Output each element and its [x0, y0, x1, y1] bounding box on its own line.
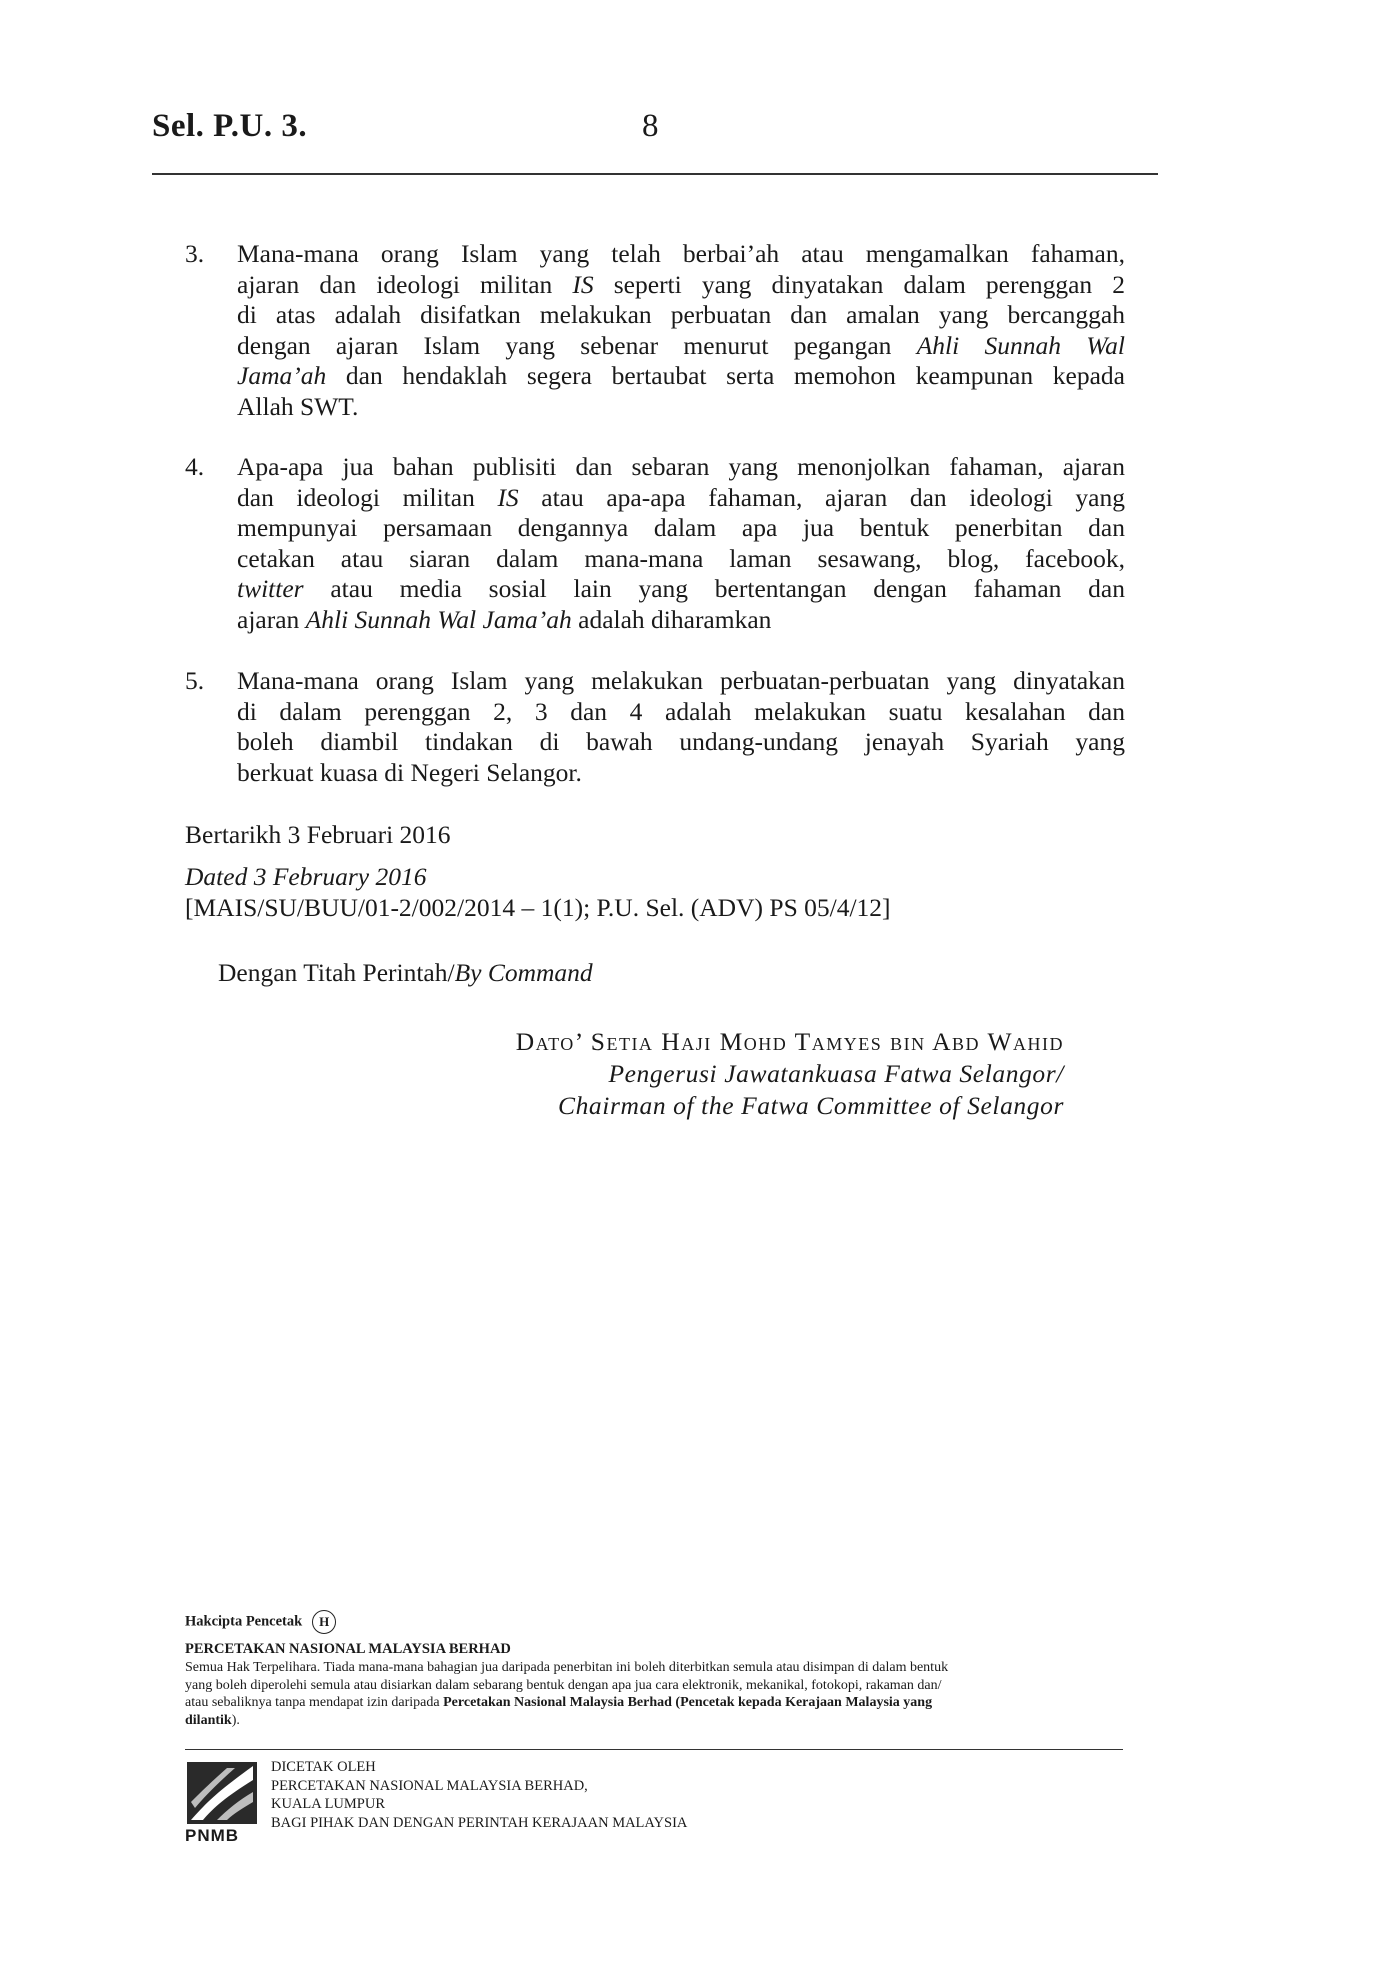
- paragraph-text: [237, 239, 1125, 422]
- paragraph-line: berkuat kuasa di Negeri Selangor.: [237, 757, 582, 787]
- gazette-reference: Sel. P.U. 3.: [152, 108, 308, 144]
- copyright-h-icon: H: [312, 1610, 336, 1634]
- signatory-name: Dato’ Setia Haji Mohd Tamyes bin Abd Wahid: [515, 1027, 1064, 1056]
- paragraph-line: twitter atau media sosial lain yang bertentangan dengan fahaman dan: [237, 574, 1125, 603]
- command-malay: Dengan Titah Perintah/: [218, 958, 455, 987]
- date-malay: Bertarikh 3 Februari 2016: [185, 820, 451, 849]
- printed-by-line-1: DICETAK OLEH: [271, 1759, 376, 1775]
- paragraph-line: dengan ajaran Islam yang sebenar menurut pegangan Ahli Sunnah Wal: [237, 330, 1125, 360]
- paragraph-line: Apa-apa jua bahan publisiti dan sebaran yang menonjolkan fahaman, ajaran: [237, 452, 1125, 481]
- rights-line-3-text: atau sebaliknya tanpa mendapat izin daripada: [185, 1695, 444, 1710]
- reference-number: [MAIS/SU/BUU/01-2/002/2014 – 1(1); P.U. Sel. (ADV) PS 05/4/12]: [185, 893, 891, 922]
- paragraph-line: Mana-mana orang Islam yang melakukan perbuatan-perbuatan yang dinyatakan: [237, 666, 1125, 695]
- copyright-label: Hakcipta Pencetak: [185, 1613, 303, 1630]
- signatory-title-english: Chairman of the Fatwa Committee of Selangor: [557, 1091, 1064, 1120]
- printed-by-line-2: PERCETAKAN NASIONAL MALAYSIA BERHAD,: [271, 1777, 588, 1794]
- paragraph-line: cetakan atau siaran dalam mana-mana laman sesawang, blog, facebook,: [237, 543, 1125, 573]
- paragraph-line: ajaran dan ideologi militan IS seperti yang dinyatakan dalam perenggan 2: [237, 269, 1125, 299]
- signatory-block: [484, 1026, 1064, 1122]
- footer-divider: [185, 1749, 1123, 1750]
- rights-bold-tail: Percetakan Nasional Malaysia Berhad (Pencetak kepada Kerajaan Malaysia yang: [443, 1695, 933, 1710]
- paragraph-text: [237, 452, 1125, 635]
- paragraph-line: dan ideologi militan IS atau apa-apa fahaman, ajaran dan ideologi yang: [237, 482, 1125, 512]
- printed-by-block: [271, 1758, 687, 1832]
- paragraph-line: mempunyai persamaan dengannya dalam apa jua bentuk penerbitan dan: [237, 513, 1125, 542]
- paragraph-text: [237, 666, 1125, 788]
- paragraph-line: Jama’ah dan hendaklah segera bertaubat serta memohon keampunan kepada: [237, 361, 1125, 390]
- rights-notice: [185, 1659, 1125, 1729]
- copyright-line: [185, 1610, 336, 1634]
- signatory-title-malay: Pengerusi Jawatankuasa Fatwa Selangor/: [608, 1059, 1064, 1088]
- rights-bold-last: dilantik: [185, 1712, 232, 1728]
- paragraph-line: di atas adalah disifatkan melakukan perbuatan dan amalan yang bercanggah: [237, 300, 1125, 329]
- printed-by-line-4: BAGI PIHAK DAN DENGAN PERINTAH KERAJAAN MALAYSIA: [271, 1814, 688, 1831]
- paragraph-line: ajaran Ahli Sunnah Wal Jama’ah adalah diharamkan: [237, 604, 772, 634]
- paragraph-line: Mana-mana orang Islam yang telah berbai’ah atau mengamalkan fahaman,: [237, 239, 1125, 268]
- by-command: [218, 958, 593, 989]
- date-english: Dated 3 February 2016: [185, 862, 427, 891]
- paragraph-number: 4.: [185, 452, 205, 481]
- paragraph-number: 3.: [185, 239, 205, 268]
- rights-line-1: Semua Hak Terpelihara. Tiada mana-mana bahagian jua daripada penerbitan ini boleh diterbitkan semula atau disimpan di dalam bentuk: [185, 1660, 949, 1675]
- publisher-name: PERCETAKAN NASIONAL MALAYSIA BERHAD: [185, 1641, 511, 1657]
- rights-end: ).: [231, 1712, 240, 1728]
- rights-line-3: [185, 1694, 1125, 1712]
- rights-line-2: yang boleh diperolehi semula atau disiarkan dalam sebarang bentuk dengan apa jua cara elektronik, mekanikal, fotokopi, rakaman dan/: [185, 1677, 942, 1693]
- paragraph-line: Allah SWT.: [237, 391, 359, 421]
- printed-by-line-3: KUALA LUMPUR: [271, 1796, 385, 1812]
- paragraph-number: 5.: [185, 666, 205, 695]
- pnmb-logo-text: PNMB: [185, 1826, 240, 1845]
- rights-line-4: [185, 1712, 1125, 1730]
- pnmb-logo-icon: [187, 1762, 257, 1824]
- paragraph-line: boleh diambil tindakan di bawah undang-undang jenayah Syariah yang: [237, 727, 1125, 756]
- page-number: 8: [642, 108, 659, 144]
- paragraph-line: di dalam perenggan 2, 3 dan 4 adalah melakukan suatu kesalahan dan: [237, 696, 1125, 726]
- command-english: By Command: [454, 958, 593, 987]
- header-divider: [152, 173, 1158, 175]
